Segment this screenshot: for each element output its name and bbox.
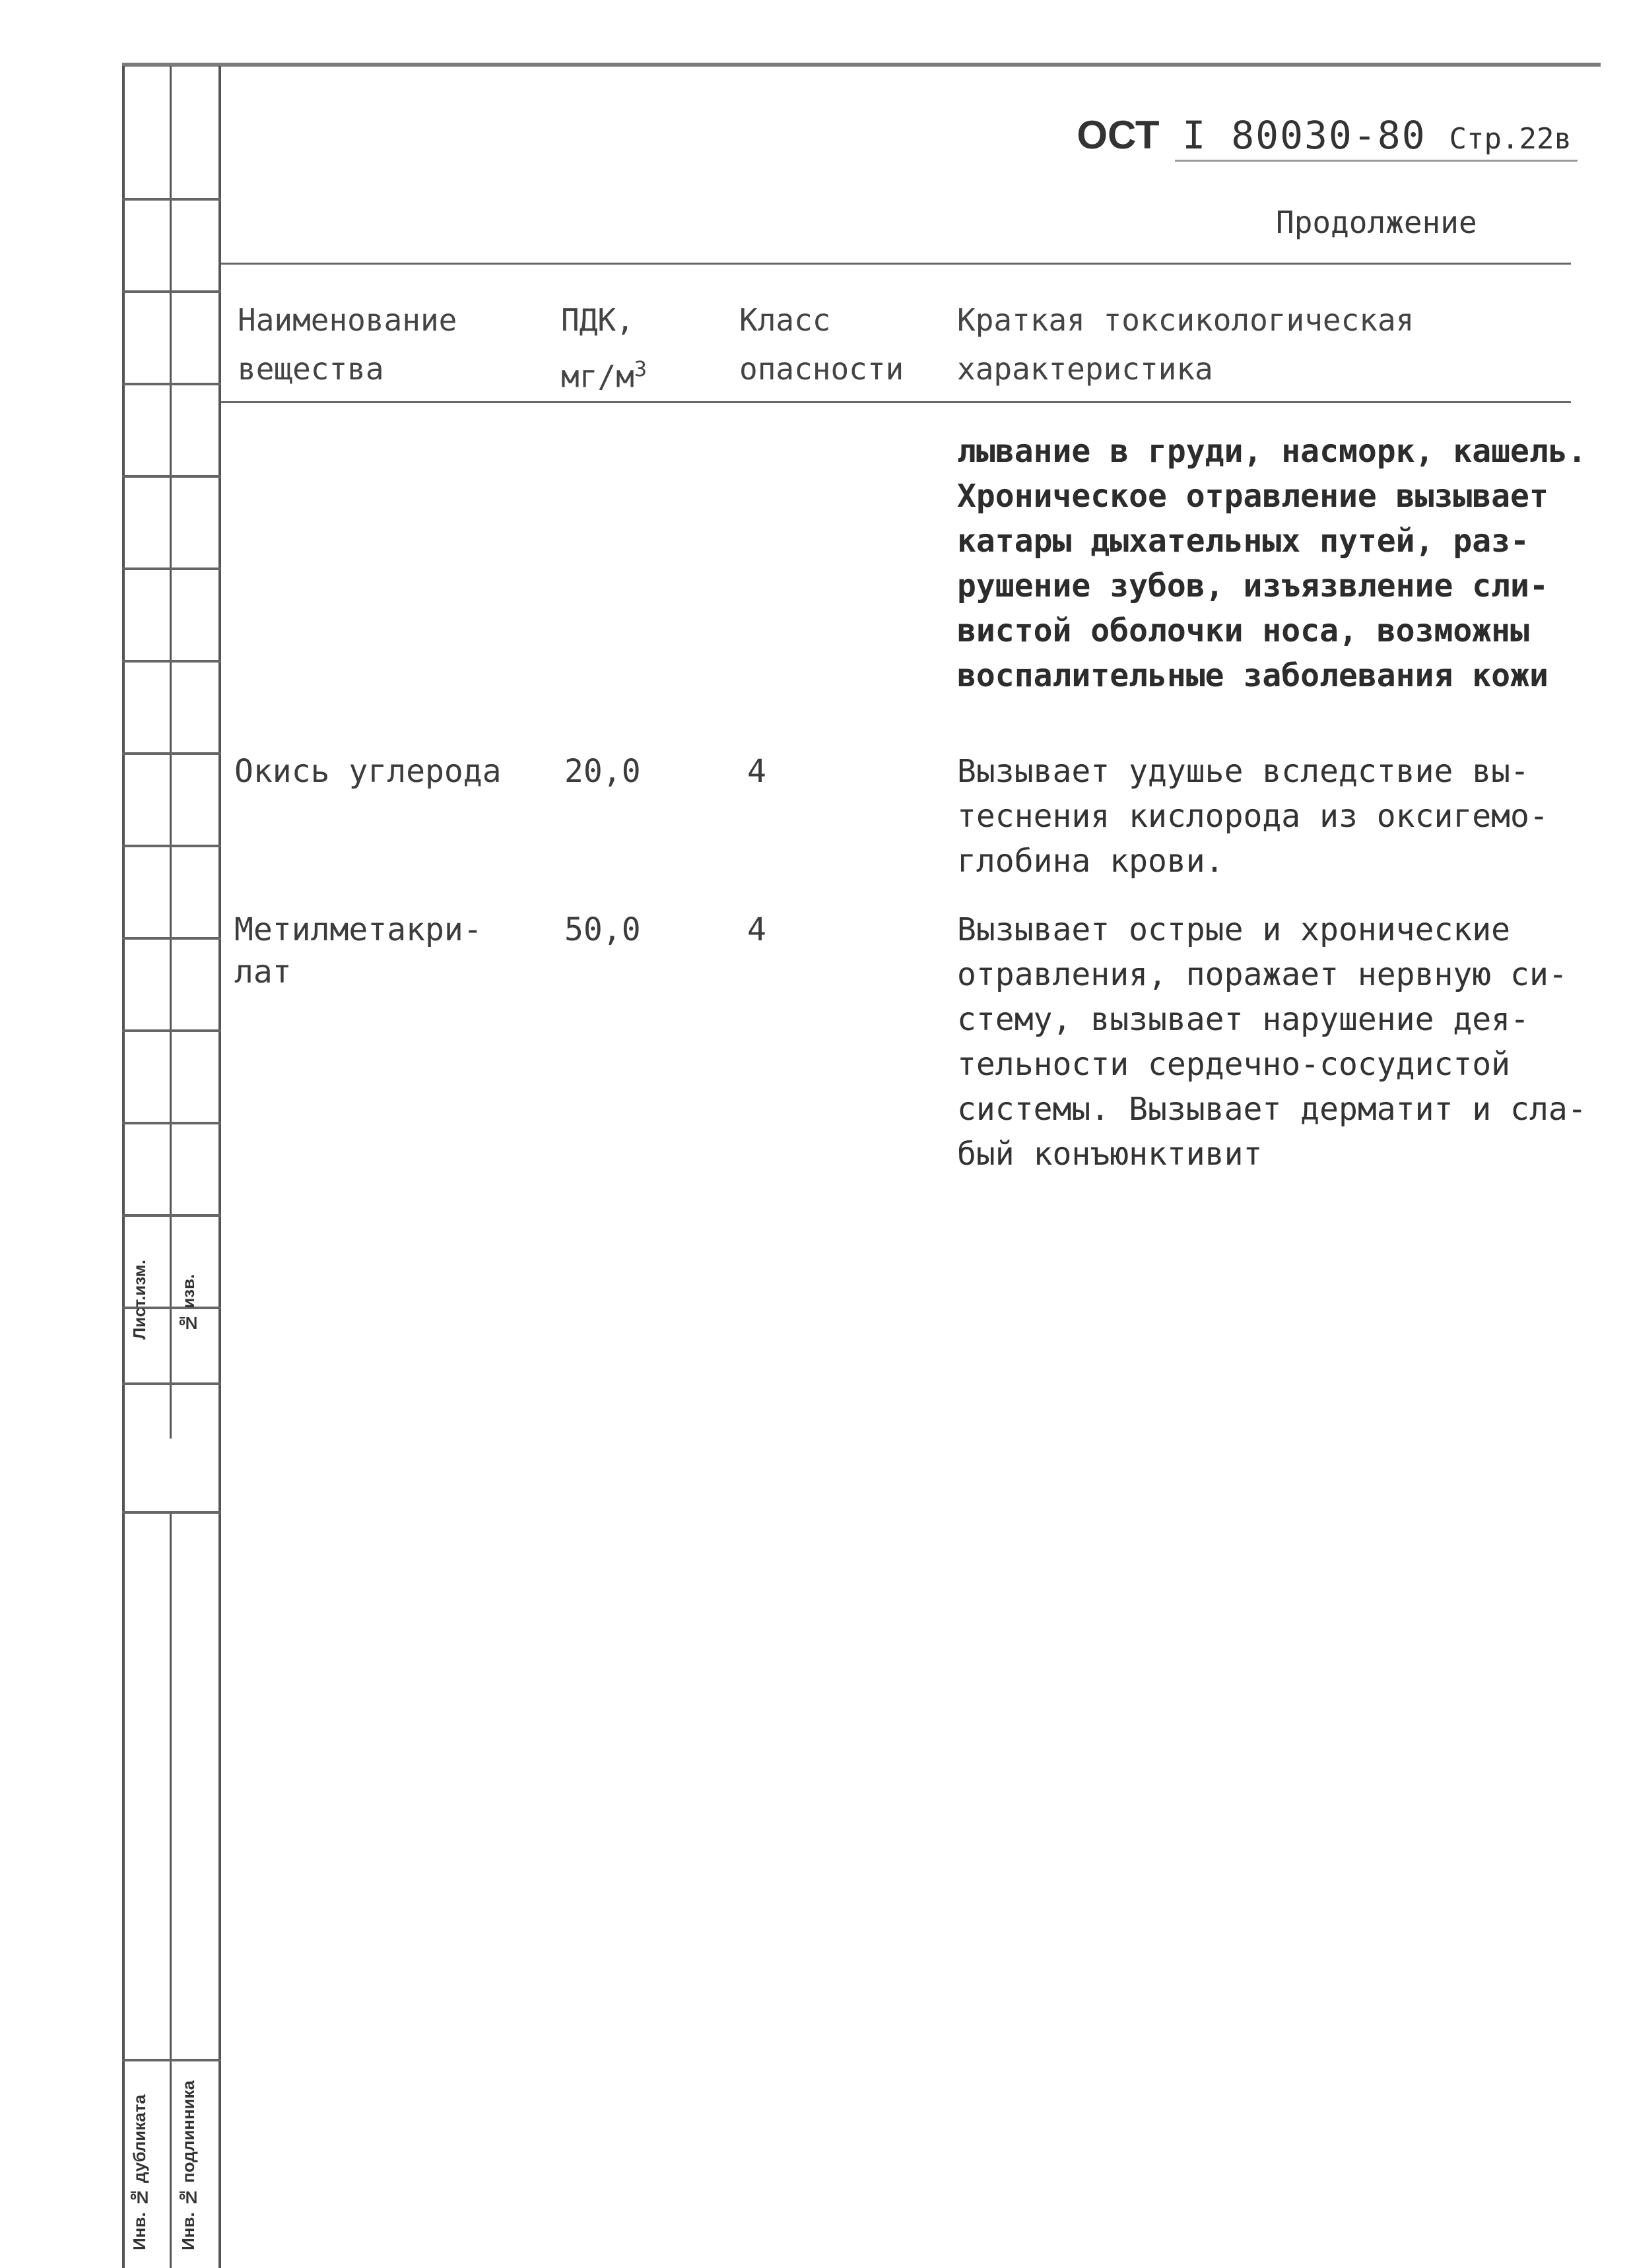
row-1-pdk: 20,0 [564, 753, 641, 790]
column-header-hazard-class: Класс опасности [739, 302, 904, 387]
duplicate-inventory-label: Инв. № дубликата [129, 2094, 149, 2250]
top-border-rule [122, 63, 1601, 67]
document-code-underline [1175, 160, 1578, 162]
original-inventory-label: Инв. № подлинника [178, 2080, 198, 2250]
continuation-description: лывание в груди, насморк, кашель. Хроническое отравление вызывает катары дыхательных путей, раз- рушение зубов, изъязвление сли- вистой оболочки носа, возможны воспалительные заболевания кожи [957, 433, 1587, 694]
row-2-hazard-class: 4 [747, 911, 766, 948]
column-header-name: Наименование вещества [238, 302, 457, 387]
doc-number-label: № изв. [178, 1274, 198, 1333]
continuation-label: Продолжение [1276, 205, 1477, 240]
table-top-rule [221, 263, 1571, 265]
column-header-pdk: ПДК, $мг/м^3$ [561, 302, 648, 395]
row-1-hazard-class: 4 [747, 753, 766, 790]
row-2-name: Метилметакри- лат [234, 911, 483, 990]
row-1-description: Вызывает удушье вследствие вы- теснения кислорода из оксигемо- глобина крови. [957, 753, 1548, 880]
column-header-toxicology: Краткая токсикологическая характеристика [957, 302, 1415, 387]
margin-stamp-strip [122, 66, 221, 2268]
change-sheet-label: Лист.изм. [129, 1259, 149, 1340]
row-2-description: Вызывает острые и хронические отравления, поражает нервную си- стему, вызывает нарушение дея- тельности сердечно-сосудистой системы. Вызывает дерматит и сла- бый конъюнктивит [957, 911, 1587, 1173]
table-header-bottom-rule [221, 401, 1571, 403]
document-code: ОСТ I 80030-80 Стр.22в [1077, 113, 1572, 158]
row-1-name: Окись углерода [234, 753, 502, 790]
row-2-pdk: 50,0 [564, 911, 641, 948]
